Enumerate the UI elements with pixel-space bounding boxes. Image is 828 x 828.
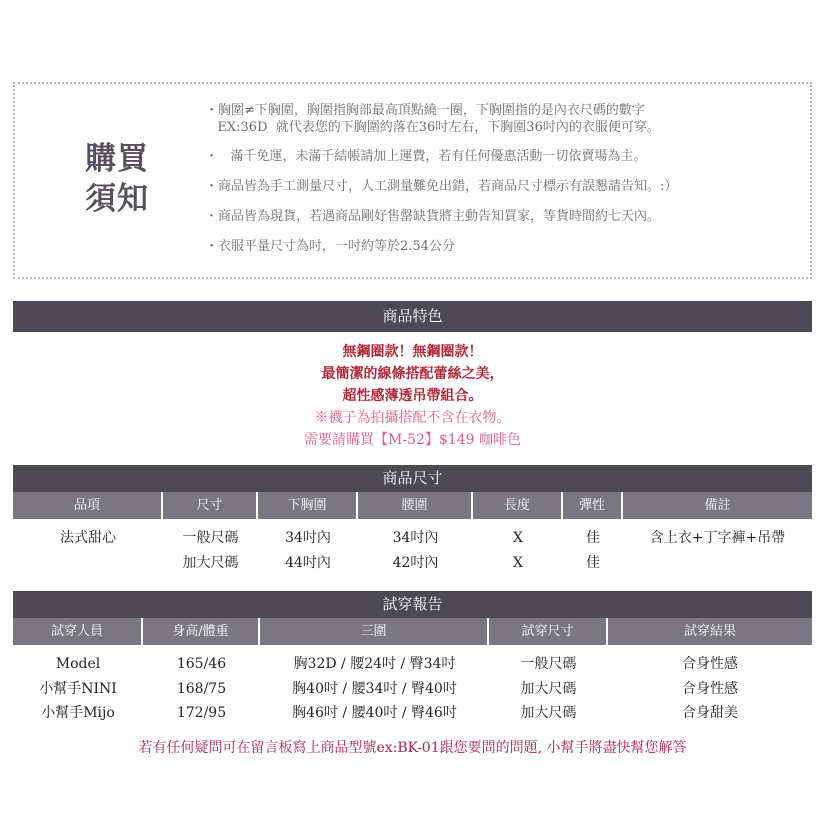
report-cell: 胸46吋 / 腰40吋 / 臀46吋 bbox=[292, 705, 457, 721]
report-cell: 加大尺碼 bbox=[520, 705, 577, 721]
size-cell: X bbox=[513, 555, 523, 571]
report-header-cell: 試穿人員 bbox=[13, 618, 143, 645]
table-row bbox=[13, 701, 812, 725]
report-cell: 165/46 bbox=[176, 656, 227, 672]
notice-title-line2: 須知 bbox=[85, 181, 149, 217]
report-cell: 一般尺碼 bbox=[520, 656, 577, 672]
feature-line: 超性感薄透吊帶組合。 bbox=[342, 388, 483, 404]
size-header-cell: 尺寸 bbox=[163, 492, 258, 519]
size-header-cell: 備註 bbox=[704, 498, 731, 513]
notice-item: ・ 滿千免運，未滿千結帳請加上運費，若有任何優惠活動一切依賣場為主。 bbox=[205, 149, 647, 164]
feature-line: 最簡潔的線條搭配蕾絲之美， bbox=[321, 366, 504, 382]
report-cell: 小幫手Mijo bbox=[41, 705, 115, 721]
feature-line: 無鋼圈款！無鋼圈款！ bbox=[342, 344, 483, 360]
footer-note: 若有任何疑問可在留言板寫上商品型號ex:BK-01跟您要問的問題, 小幫手將盡快幫您解答 bbox=[138, 740, 687, 756]
size-cell: 44吋內 bbox=[285, 555, 331, 571]
report-cell: Model bbox=[55, 656, 101, 672]
notice-item: ・胸圍≠下胸圍，胸圍指胸部最高頂點繞一圈，下胸圍指的是內衣尺碼的數字 EX:36D 就代表您的下胸圍約落在36吋左右，下胸圍36吋內的衣服便可穿。 bbox=[205, 103, 660, 135]
table-row bbox=[13, 551, 812, 575]
size-cell: 一般尺碼 bbox=[182, 530, 239, 546]
notice-list bbox=[205, 102, 805, 268]
size-cell: 佳 bbox=[586, 530, 600, 546]
feature-note: ※襪子為拍攝搭配不含在衣物。 bbox=[314, 410, 511, 426]
report-cell: 合身性感 bbox=[682, 656, 738, 672]
report-cell: 加大尺碼 bbox=[520, 681, 577, 697]
size-cell: X bbox=[513, 530, 523, 546]
report-cell: 172/95 bbox=[176, 705, 227, 721]
size-cell: 加大尺碼 bbox=[182, 555, 239, 571]
size-cell: 42吋內 bbox=[392, 555, 439, 571]
report-header-cell: 試穿結果 bbox=[683, 624, 736, 639]
report-cell: 合身甜美 bbox=[682, 705, 738, 721]
table-row bbox=[13, 677, 812, 701]
size-header-cell: 品項 bbox=[13, 492, 163, 519]
report-table-bar: 試穿報告 bbox=[13, 591, 812, 618]
size-cell: 法式甜心 bbox=[60, 530, 116, 546]
report-header-cell: 試穿尺寸 bbox=[489, 618, 608, 645]
feature-note: 需要請購買【M-52】$149 咖啡色 bbox=[304, 432, 521, 448]
size-cell: 含上衣+丁字褲+吊帶 bbox=[649, 530, 786, 546]
report-table-header bbox=[13, 618, 812, 645]
report-cell: 小幫手NINI bbox=[39, 681, 117, 697]
report-cell: 胸40吋 / 腰34吋 / 臀40吋 bbox=[292, 681, 457, 697]
size-header-cell: 彈性 bbox=[563, 492, 623, 519]
table-row bbox=[13, 652, 812, 676]
size-cell bbox=[13, 551, 163, 575]
size-cell: 34吋內 bbox=[392, 530, 439, 546]
purchase-notice-box bbox=[13, 82, 812, 279]
report-header-cell: 身高/體重 bbox=[143, 618, 260, 645]
report-cell: 168/75 bbox=[176, 681, 227, 697]
report-cell: 合身性感 bbox=[682, 681, 738, 697]
notice-title bbox=[85, 139, 175, 219]
size-table-header bbox=[13, 492, 812, 519]
size-header-cell: 下胸圍 bbox=[258, 492, 358, 519]
size-table-bar: 商品尺寸 bbox=[13, 465, 812, 492]
size-header-cell: 腰圍 bbox=[358, 492, 473, 519]
size-header-cell: 長度 bbox=[473, 492, 563, 519]
table-row bbox=[13, 526, 812, 550]
notice-item: ・商品皆為現貨，若遇商品剛好售罄缺貨將主動告知買家，等貨時間約七天內。 bbox=[205, 209, 661, 224]
notice-item: ・商品皆為手工測量尺寸，人工測量難免出錯，若商品尺寸標示有誤懇請告知。:） bbox=[205, 179, 678, 194]
features-bar: 商品特色 bbox=[13, 301, 812, 332]
report-header-cell: 三圍 bbox=[260, 618, 489, 645]
size-cell bbox=[623, 551, 812, 575]
report-cell: 胸32D / 腰24吋 / 臀34吋 bbox=[293, 656, 456, 672]
notice-item: ・衣服平量尺寸為吋，一吋約等於2.54公分 bbox=[205, 239, 455, 254]
notice-title-line1: 購買 bbox=[85, 141, 149, 177]
features-text bbox=[13, 341, 812, 451]
size-cell: 34吋內 bbox=[285, 530, 331, 546]
size-cell: 佳 bbox=[586, 555, 600, 571]
